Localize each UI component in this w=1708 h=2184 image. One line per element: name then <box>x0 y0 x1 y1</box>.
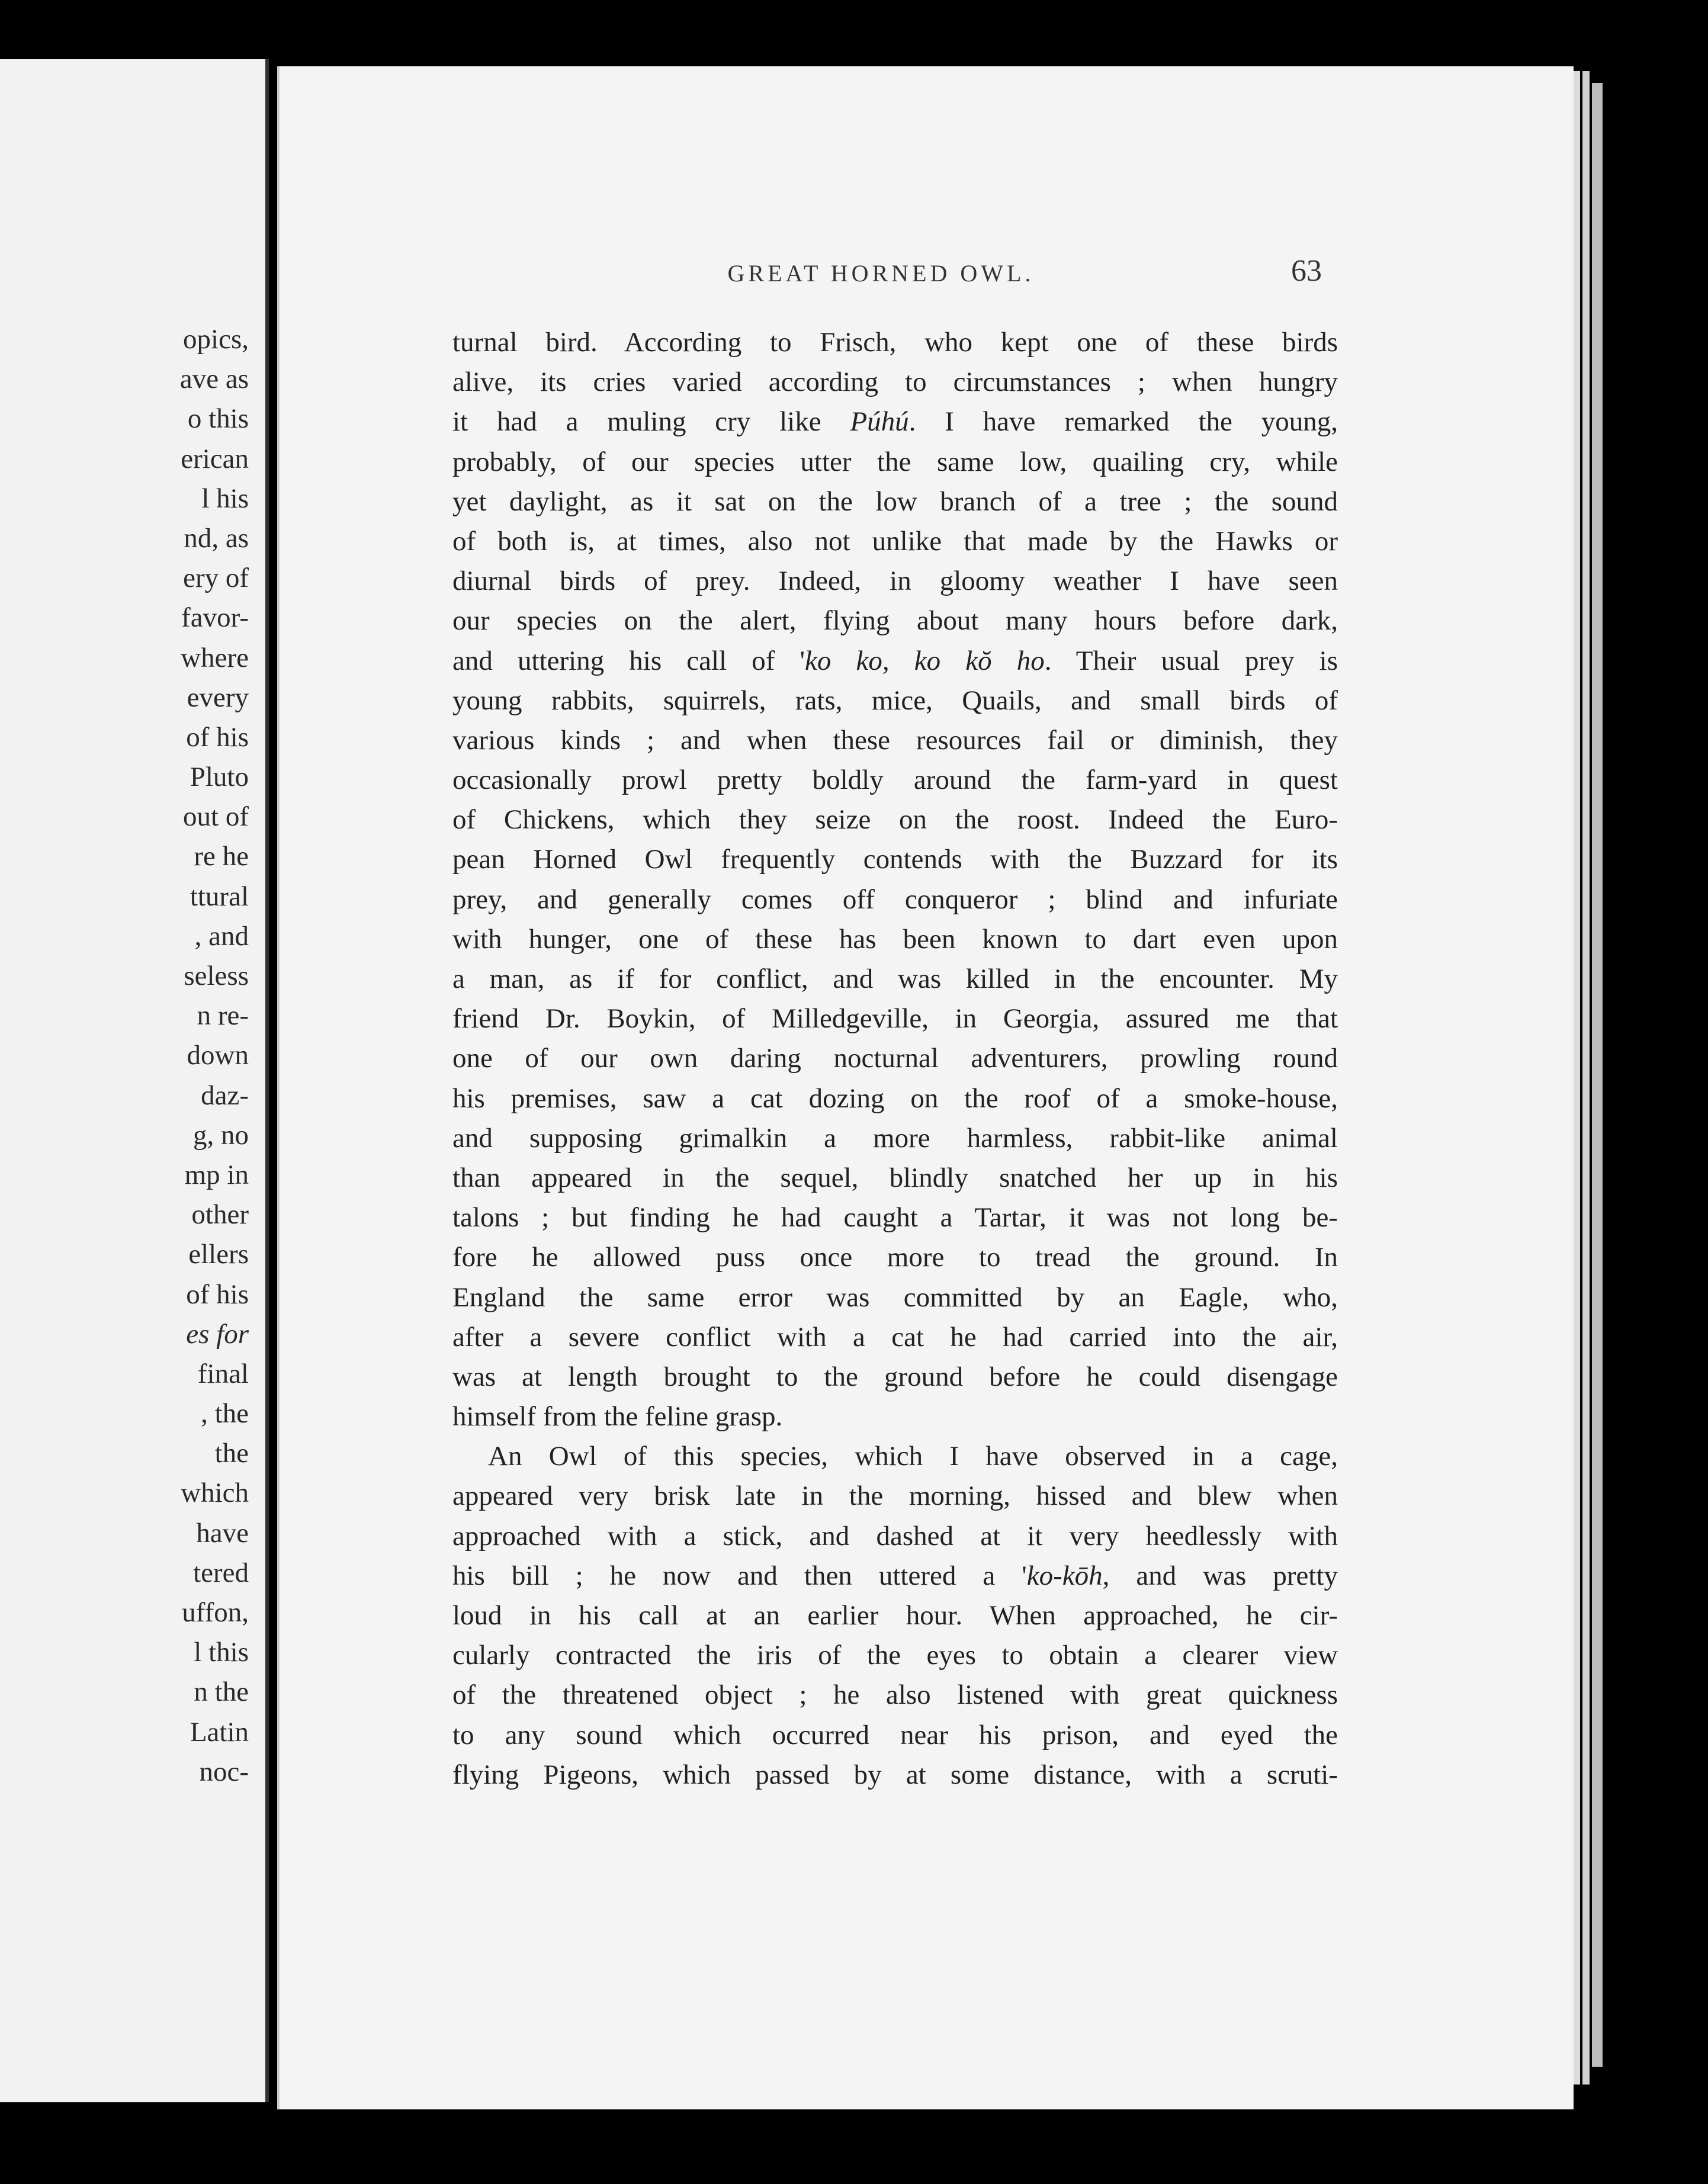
left-page-line: n the <box>194 1676 249 1708</box>
text-line: approached with a stick, and dashed at it very heedlessly with <box>452 1520 1338 1552</box>
left-page-line: ery of <box>183 563 249 594</box>
left-page-line: nd, as <box>184 522 249 554</box>
page-edge <box>1573 71 1580 2085</box>
text-line: a man, as if for conflict, and was killed in the encounter. My <box>452 963 1338 994</box>
text-line: alive, its cries varied according to circumstances ; when hungry <box>452 367 1338 398</box>
text-line: occasionally prowl pretty boldly around the farm-yard in quest <box>452 765 1338 796</box>
left-page-line: l this <box>194 1637 249 1668</box>
left-page-line: favor- <box>181 602 249 634</box>
left-page-line: of his <box>186 1279 249 1310</box>
left-page-line: the <box>214 1438 249 1469</box>
text-line: of Chickens, which they seize on the roost. Indeed the Euro- <box>452 804 1338 836</box>
text-line: with hunger, one of these has been known to dart even upon <box>452 923 1338 955</box>
text-line: than appeared in the sequel, blindly snatched her up in his <box>452 1162 1338 1193</box>
left-page-line: final <box>197 1358 249 1389</box>
left-page-line: opics, <box>183 324 249 355</box>
text-line: prey, and generally comes off conqueror ; blind and infuriate <box>452 884 1338 915</box>
text-line: his bill ; he now and then uttered a 'ko-kōh, and was pretty <box>452 1560 1338 1591</box>
page-edge <box>1582 71 1590 2085</box>
text-line: talons ; but finding he had caught a Tartar, it was not long be- <box>452 1202 1338 1234</box>
left-page-line: which <box>181 1478 249 1509</box>
text-line: was at length brought to the ground before he could disengage <box>452 1361 1338 1392</box>
left-page-line: out of <box>183 801 249 833</box>
left-page-line: mp in <box>184 1159 249 1190</box>
text-line: yet daylight, as it sat on the low branch of a tree ; the sound <box>452 486 1338 517</box>
left-page-line: have <box>196 1517 249 1549</box>
left-page-line: es for <box>186 1318 249 1350</box>
left-page-line: , and <box>194 920 249 952</box>
left-page-line: down <box>187 1040 249 1071</box>
text-line: cularly contracted the iris of the eyes to obtain a clearer view <box>452 1640 1338 1671</box>
left-page-line: daz- <box>201 1080 249 1111</box>
left-page-line: erican <box>181 443 249 474</box>
text-line: England the same error was committed by an Eagle, who, <box>452 1282 1338 1313</box>
left-page-line: noc- <box>199 1756 249 1787</box>
left-page <box>0 59 269 2102</box>
running-head: GREAT HORNED OWL. <box>727 260 1035 287</box>
left-page-line: Latin <box>190 1716 249 1748</box>
text-line: young rabbits, squirrels, rats, mice, Quails, and small birds of <box>452 685 1338 716</box>
text-line: turnal bird. According to Frisch, who kept one of these birds <box>452 327 1338 358</box>
text-line: it had a muling cry like Púhú. I have remarked the young, <box>452 406 1338 438</box>
left-page-line: l his <box>201 483 249 514</box>
left-page-line: tered <box>193 1557 249 1588</box>
left-page-line: re he <box>194 841 249 872</box>
left-page-line: seless <box>184 961 249 991</box>
text-line: An Owl of this species, which I have observed in a cage, <box>488 1441 1338 1472</box>
left-page-line: other <box>191 1199 249 1231</box>
text-line: probably, of our species utter the same low, quailing cry, while <box>452 446 1338 477</box>
text-line: various kinds ; and when these resources fail or diminish, they <box>452 724 1338 756</box>
text-line: of both is, at times, also not unlike that made by the Hawks or <box>452 525 1338 557</box>
left-page-line: ave as <box>179 364 249 395</box>
left-page-line: ellers <box>188 1239 249 1270</box>
left-page-line: o this <box>187 403 249 435</box>
left-page-line: where <box>181 642 249 673</box>
page-number: 63 <box>1291 254 1322 288</box>
left-page-line: g, no <box>193 1119 249 1151</box>
text-line: appeared very brisk late in the morning, hissed and blew when <box>452 1480 1338 1512</box>
left-page-line: n re- <box>197 1000 249 1032</box>
text-line: friend Dr. Boykin, of Milledgeville, in Georgia, assured me that <box>452 1003 1338 1035</box>
page-edge <box>1592 83 1603 2067</box>
left-page-line: every <box>187 682 249 713</box>
text-line: to any sound which occurred near his prison, and eyed the <box>452 1719 1338 1751</box>
text-line: and uttering his call of 'ko ko, ko kŏ ho. Their usual prey is <box>452 645 1338 676</box>
left-page-text <box>71 320 249 1792</box>
text-line: diurnal birds of prey. Indeed, in gloomy weather I have seen <box>452 566 1338 597</box>
left-page-line: , the <box>201 1398 249 1430</box>
left-page-line: ttural <box>190 881 249 912</box>
text-line: loud in his call at an earlier hour. When approached, he cir- <box>452 1600 1338 1631</box>
left-page-line: uffon, <box>182 1597 249 1628</box>
text-line: his premises, saw a cat dozing on the roof of a smoke-house, <box>452 1083 1338 1114</box>
text-line: after a severe conflict with a cat he had carried into the air, <box>452 1321 1338 1353</box>
body-text <box>452 323 1338 1795</box>
left-page-line: of his <box>186 721 249 753</box>
text-line: one of our own daring nocturnal adventurers, prowling round <box>452 1043 1338 1074</box>
text-line: pean Horned Owl frequently contends with the Buzzard for its <box>452 844 1338 875</box>
text-line: our species on the alert, flying about many hours before dark, <box>452 605 1338 637</box>
text-line: and supposing grimalkin a more harmless, rabbit-like animal <box>452 1122 1338 1154</box>
text-line: of the threatened object ; he also listened with great quickness <box>452 1679 1338 1711</box>
text-line: flying Pigeons, which passed by at some distance, with a scruti- <box>452 1759 1338 1790</box>
text-line: fore he allowed puss once more to tread the ground. In <box>452 1242 1338 1273</box>
left-page-line: Pluto <box>190 762 249 793</box>
text-line: himself from the feline grasp. <box>452 1401 783 1433</box>
